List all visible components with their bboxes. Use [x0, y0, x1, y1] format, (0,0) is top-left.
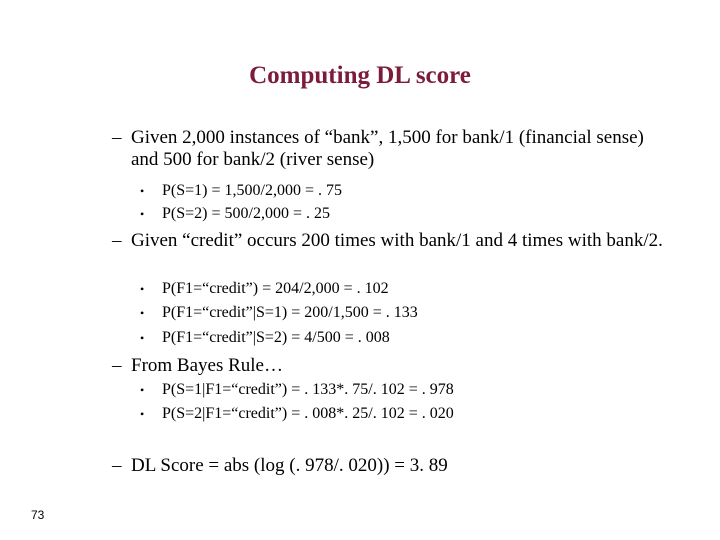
bullet-icon: •: [140, 383, 145, 397]
list-item: [112, 230, 672, 252]
list-item: [140, 380, 680, 400]
list-item-text: P(S=2) = 500/2,000 = . 25: [162, 205, 330, 222]
bullet-icon: •: [140, 306, 145, 320]
list-item-text: DL Score = abs (log (. 978/. 020)) = 3. 89: [131, 455, 448, 476]
dash-bullet: –: [112, 127, 122, 148]
list-item: [112, 355, 672, 377]
list-item-text: P(S=1) = 1,500/2,000 = . 75: [162, 182, 342, 199]
list-item-text: P(F1=“credit”) = 204/2,000 = . 102: [162, 280, 389, 297]
bullet-icon: •: [140, 331, 145, 345]
bullet-icon: •: [140, 207, 145, 221]
slide-title: Computing DL score: [249, 62, 471, 89]
list-item-text: Given “credit” occurs 200 times with bank/1 and 4 times with bank/2.: [131, 230, 663, 251]
list-item: [140, 279, 680, 299]
list-item-text: P(S=2|F1=“credit”) = . 008*. 25/. 102 = . 020: [162, 405, 454, 422]
dash-bullet: –: [112, 355, 122, 376]
list-item: [140, 404, 680, 424]
bullet-icon: •: [140, 407, 145, 421]
bullet-icon: •: [140, 282, 145, 296]
list-item: [140, 181, 680, 201]
list-item: [140, 328, 680, 348]
bullet-icon: •: [140, 184, 145, 198]
page-number: 73: [31, 508, 45, 522]
dash-bullet: –: [112, 230, 122, 251]
list-item-text: From Bayes Rule…: [131, 355, 283, 376]
list-item: [140, 204, 680, 224]
list-item: [140, 303, 680, 323]
list-item-text: P(F1=“credit”|S=2) = 4/500 = . 008: [162, 329, 390, 346]
list-item-text: Given 2,000 instances of “bank”, 1,500 for bank/1 (financial sense) and 500 for bank/2 (river sense): [131, 127, 644, 170]
list-item: [112, 127, 672, 171]
dash-bullet: –: [112, 455, 122, 476]
list-item: [112, 455, 672, 477]
list-item-text: P(S=1|F1=“credit”) = . 133*. 75/. 102 = . 978: [162, 381, 454, 398]
list-item-text: P(F1=“credit”|S=1) = 200/1,500 = . 133: [162, 304, 418, 321]
